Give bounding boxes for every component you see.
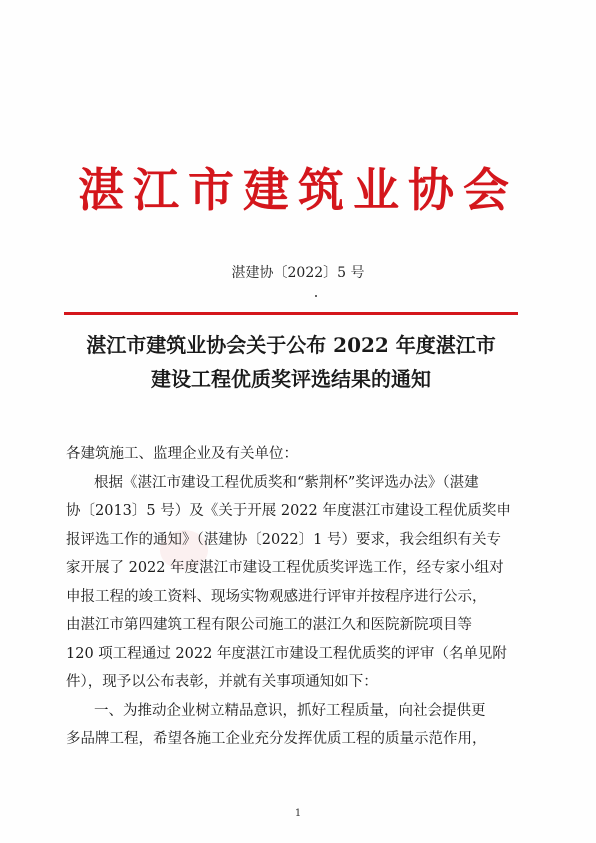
body-line: 一、为推动企业树立精品意识，抓好工程质量，向社会提供更: [94, 702, 486, 719]
body-line: 申报工程的竣工资料、现场实物观感进行评审并按程序进行公示，: [66, 588, 487, 605]
body-line: 协〔2013〕5 号）及《关于开展 2022 年度湛江市建设工程优质奖申: [66, 503, 511, 519]
page-number: 1: [294, 808, 302, 819]
salutation: 各建筑施工、监理企业及有关单位：: [66, 446, 298, 462]
notice-body: [66, 440, 526, 754]
body-line: 多品牌工程，希望各施工企业充分发挥优质工程的质量示范作用，: [66, 731, 487, 747]
body-line: 件），现予以公布表彰，并就有关事项通知如下：: [66, 674, 378, 690]
org-header: 湛江市建筑业协会: [78, 163, 518, 217]
red-divider-line: [64, 312, 518, 315]
body-line: 报评选工作的通知》（湛建协〔2022〕1 号）要求，我会组织有关专: [66, 531, 501, 548]
notice-title-line-2: 建设工程优质奖评选结果的通知: [151, 367, 431, 391]
body-line: 家开展了 2022 年度湛江市建设工程优质奖评选工作，经专家小组对: [66, 560, 504, 576]
body-line: 由湛江市第四建筑工程有限公司施工的湛江久和医院新院项目等: [66, 617, 472, 633]
decorative-dot: [315, 295, 317, 297]
notice-title: [64, 328, 518, 396]
body-line: 120 项工程通过 2022 年度湛江市建设工程优质奖的评审（名单见附: [66, 645, 507, 662]
document-number: 湛建协〔2022〕5 号: [231, 265, 365, 281]
notice-title-line-1: 湛江市建筑业协会关于公布 2022 年度湛江市: [86, 333, 496, 357]
body-line: 根据《湛江市建设工程优质奖和“紫荆杯”奖评选办法》（湛建: [94, 474, 479, 491]
